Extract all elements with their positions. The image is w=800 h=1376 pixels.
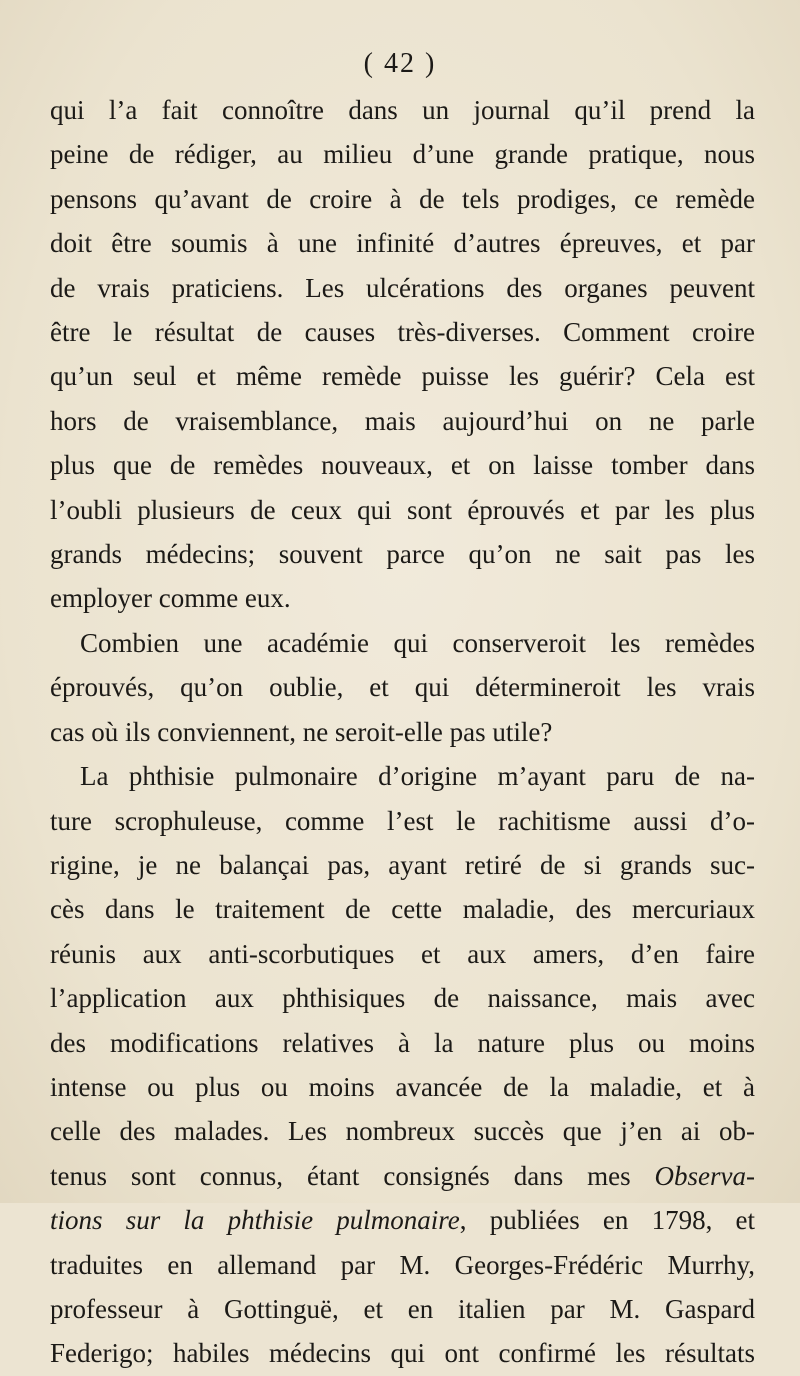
italic-title: Observa- (654, 1160, 755, 1191)
paragraph-2 (50, 621, 755, 754)
text-line: être le résultat de causes très-diverses. Comment croire (50, 317, 755, 348)
text-line: cas où ils conviennent, ne seroit-elle pas utile? (50, 716, 553, 747)
text-line: professeur à Gottinguë, et en italien par M. Gaspard (50, 1293, 755, 1324)
text-line: l’oubli plusieurs de ceux qui sont éprouvés et par les plus (50, 494, 755, 525)
text-line: l’application aux phthisiques de naissance, mais avec (50, 983, 755, 1014)
text-line: doit être soumis à une infinité d’autres épreuves, et par (50, 228, 755, 259)
text-line-with-italic (50, 1198, 755, 1242)
text-line: cès dans le traitement de cette maladie, des mercuriaux (50, 894, 755, 925)
text-line: qui l’a fait connoître dans un journal qu’il prend la (50, 95, 755, 125)
text-line: rigine, je ne balançai pas, ayant retiré de si grands suc- (50, 849, 755, 880)
text-line: celle des malades. Les nombreux succès que j’en ai ob- (50, 1116, 755, 1147)
body-text (50, 88, 755, 1376)
text-line: plus que de remèdes nouveaux, et on laisse tomber dans (50, 450, 755, 481)
text-line: employer comme eux. (50, 583, 291, 614)
paragraph-1 (50, 88, 755, 621)
italic-title: tions (50, 1205, 103, 1236)
text-line: des modifications relatives à la nature plus ou moins (50, 1027, 755, 1058)
text-line: Combien une académie qui conserveroit les remèdes (80, 627, 755, 658)
text-line: pensons qu’avant de croire à de tels prodiges, ce remède (50, 183, 755, 214)
text-line: Federigo; habiles médecins qui ont confirmé les résultats (50, 1338, 755, 1369)
text-line: éprouvés, qu’on oublie, et qui détermineroit les vrais (50, 672, 755, 703)
text-line-with-italic (50, 1154, 755, 1198)
page-number: ( 42 ) (363, 48, 437, 79)
text-segment: , publiées en 1798, et (459, 1205, 756, 1236)
text-line: La phthisie pulmonaire d’origine m’ayant paru de na- (80, 761, 755, 792)
paragraph-3 (50, 754, 755, 1376)
text-line: grands médecins; souvent parce qu’on ne sait pas les (50, 539, 755, 570)
text-line: traduites en allemand par M. Georges-Frédéric Murrhy, (50, 1249, 755, 1280)
text-line: intense ou plus ou moins avancée de la maladie, et à (50, 1071, 755, 1102)
text-line: de vrais praticiens. Les ulcérations des organes peuvent (50, 272, 755, 303)
text-line: qu’un seul et même remède puisse les guérir? Cela est (50, 361, 755, 392)
text-line: réunis aux anti-scorbutiques et aux amers, d’en faire (50, 938, 755, 969)
text-line: hors de vraisemblance, mais aujourd’hui on ne parle (50, 405, 755, 436)
text-line: ture scrophuleuse, comme l’est le rachitisme aussi d’o- (50, 805, 755, 836)
text-segment: tenus sont connus, étant consignés dans mes (50, 1160, 631, 1191)
italic-title: sur la phthisie pulmonaire (125, 1205, 460, 1236)
text-line: peine de rédiger, au milieu d’une grande pratique, nous (50, 139, 755, 170)
